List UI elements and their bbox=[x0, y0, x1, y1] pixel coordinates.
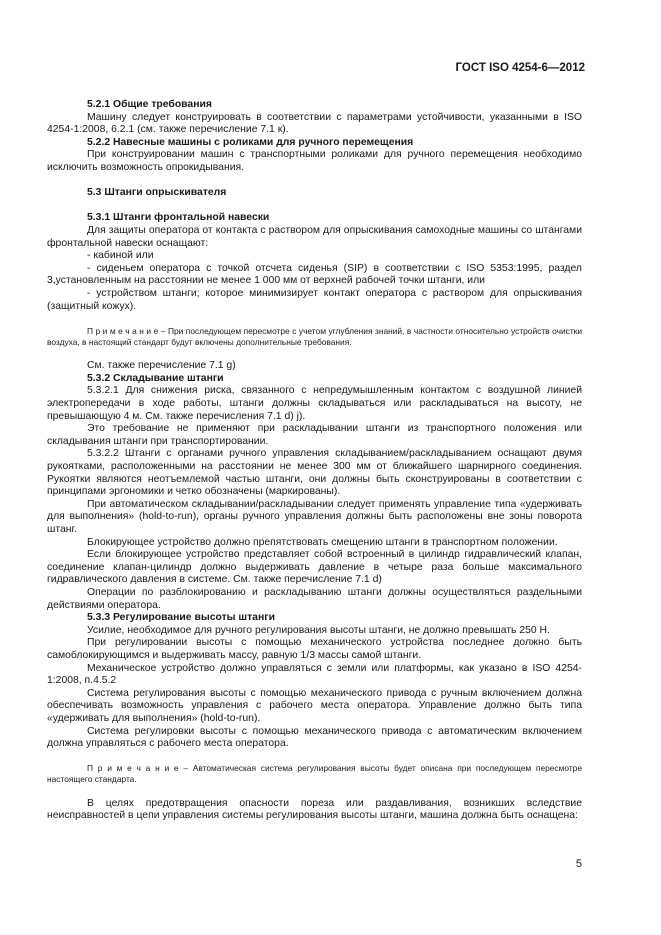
paragraph: 5.3.2.1 Для снижения риска, связанного с непредумышленным контактом с воздушной линией электропередачи в ходе работы, штанги должны складываться или раскладываться на высоту, не превышающую 4 м. См. также перечисления 7.1 d) j). bbox=[47, 385, 582, 422]
heading-5-2-1: 5.2.1 Общие требования bbox=[87, 99, 212, 110]
note-label: П р и м е ч а н и е bbox=[87, 325, 159, 336]
paragraph: Для защиты оператора от контакта с раствором для опрыскивания самоходные машины со штангами фронтальной навески оснащают: bbox=[47, 224, 582, 249]
heading-5-3: 5.3 Штанги опрыскивателя bbox=[87, 187, 227, 199]
paragraph: При конструировании машин с транспортными роликами для ручного перемещения необходимо исключить возможность опрокидывания. bbox=[47, 149, 582, 173]
heading-5-3-2: 5.3.2 Складывание штанги bbox=[87, 372, 224, 384]
paragraph: 5.3.2.2 Штанги с органами ручного управления складыванием/раскладыванием оснащают двумя рукоятками, расположенными на расстоянии не менее 300 мм от ближайшего шарнирного соединения. Рукоятки являются неотъемлемой частью штанги, они должны быть сконструированы в соответствии с принципами эргономики и четко обозначены (маркированы). bbox=[47, 448, 582, 498]
list-item: - устройством штанги; которое минимизирует контакт оператора с раствором для опрыскивания (защитный кожух). bbox=[47, 287, 582, 312]
paragraph: Механическое устройство должно управляться с земли или платформы, как указано в ISO 4254-1:2008, п.4.5.2 bbox=[47, 662, 582, 687]
list-item: - кабиной или bbox=[87, 250, 154, 262]
paragraph: Если блокирующее устройство представляет собой встроенный в цилиндр гидравлический клапан, соединение клапан-цилиндр должно выдерживать давление в четыре раза больше максимального гидравлического давления в системе. См. также перечисление 7.1 d) bbox=[47, 549, 582, 586]
heading-5-2-2: 5.2.2 Навесные машины с роликами для ручного перемещения bbox=[87, 136, 414, 148]
note-text: – Автоматическая система регулирования высоты будет описана при последующем пересмотре настоящего стандарта. bbox=[47, 763, 582, 785]
document-header: ГОСТ ISO 4254-6—2012 bbox=[455, 62, 585, 74]
paragraph: Это требование не применяют при раскладывании штанги из транспортного положения или складывания штанги при транспортировании. bbox=[47, 423, 582, 447]
heading-5-3-3: 5.3.3 Регулирование высоты штанги bbox=[87, 612, 275, 624]
note bbox=[47, 763, 582, 785]
paragraph: Операции по разблокированию и раскладыванию штанги должны осуществляться раздельными действиями оператора. bbox=[47, 586, 582, 611]
paragraph: Система регулировки высоты с помощью механического привода с автоматическим включением должна управляться с рабочего места оператора. bbox=[47, 725, 582, 750]
note-text: – При последующем пересмотре с учетом углубления знаний, в частности относительно устройств очистки воздуха, в настоящий стандарт будут включены дополнительные требования. bbox=[47, 325, 582, 347]
paragraph: При автоматическом складывании/раскладывании следует применять управление типа «удерживать для выполнения» (hold-to-run), органы ручного управления должны быть расположены вне зоны поворота штанг. bbox=[47, 498, 582, 535]
heading-5-3-1: 5.3.1 Штанги фронтальной навески bbox=[87, 212, 270, 224]
paragraph: Усилие, необходимое для ручного регулирования высоты штанги, не должно превышать 250 Н. bbox=[87, 624, 550, 636]
paragraph: В целях предотвращения опасности пореза или раздавливания, возникших вследствие неисправностей в цепи управления системы регулирования высоты штанги, машина должна быть оснащена: bbox=[47, 797, 582, 822]
paragraph: Блокирующее устройство должно препятствовать смещению штанги в транспортном положении. bbox=[87, 536, 558, 548]
document-body bbox=[47, 99, 582, 823]
note-label: П р и м е ч а н и е bbox=[87, 763, 179, 774]
note bbox=[47, 326, 582, 348]
page-number: 5 bbox=[575, 858, 582, 870]
paragraph: См. также перечисление 7.1 g) bbox=[87, 360, 236, 372]
paragraph: Машину следует конструировать в соответствии с параметрами устойчивости, указанными в ISO 4254-1:2008, 6.2.1 (см. также перечисление 7.1 к). bbox=[47, 111, 582, 136]
list-item: - сиденьем оператора с точкой отсчета сиденья (SIP) в соответствии с ISO 5353:1995, раздел 3,установленным на расстоянии не менее 1 000 мм от верхней рабочей точки штанги, или bbox=[47, 262, 582, 287]
paragraph: Система регулирования высоты с помощью механического привода с ручным включением должна обеспечивать возможность управления с рабочего места оператора. Управление должно быть типа «удерживать для выполнения» (hold-to-run). bbox=[47, 687, 582, 724]
paragraph: При регулировании высоты с помощью механического устройства последнее должно быть самоблокирующимся и выдерживать массу, равную 1/3 массы самой штанги. bbox=[47, 637, 582, 661]
